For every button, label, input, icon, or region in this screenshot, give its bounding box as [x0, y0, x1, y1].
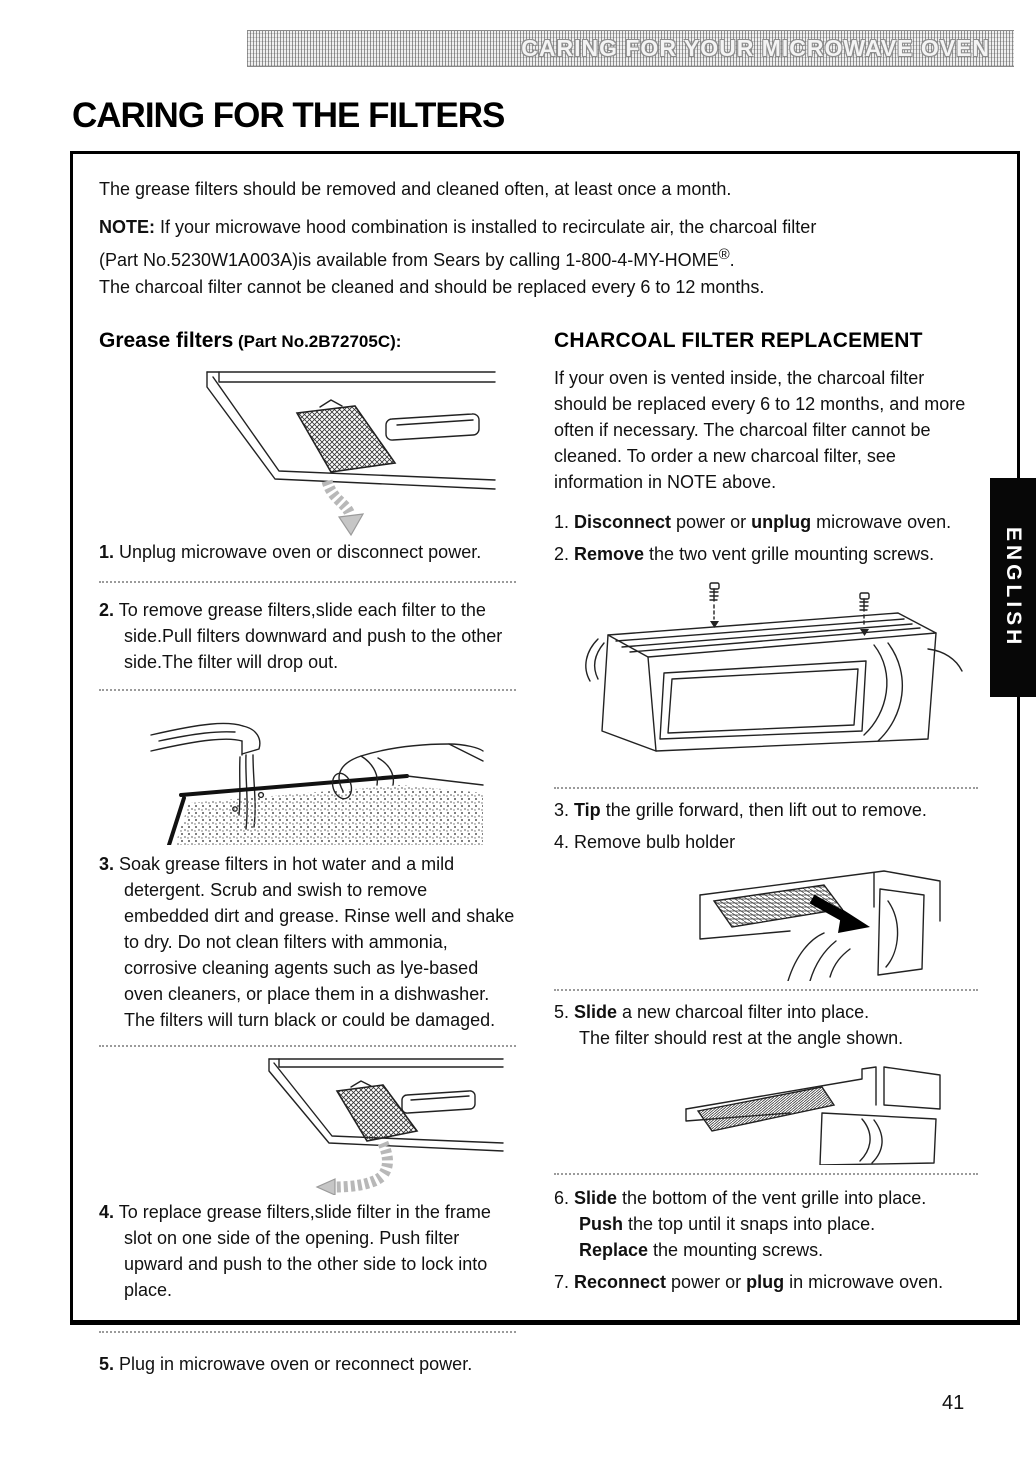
charcoal-step-6: 6. Slide the bottom of the vent grille into place. Push the top until it snaps into place. Replace the mounting screws. [554, 1188, 927, 1260]
english-tab-label: ENGLISH [1002, 526, 1025, 649]
grease-step-2: 2. To remove grease filters,slide each filter to the side.Pull filters downward and push to the other side.The filter will drop out. [99, 600, 503, 672]
charcoal-step-3: 3. Tip the grille forward, then lift out to remove. [554, 800, 927, 820]
rinse-filter-illustration [145, 699, 516, 845]
grease-filter-replace-illustration [211, 1055, 516, 1195]
grease-step-1: 1. Unplug microwave oven or disconnect power. [99, 542, 482, 562]
page-title: CARING FOR THE FILTERS [72, 96, 505, 135]
page-number: 41 [942, 1392, 965, 1414]
charcoal-filter-in-place-drawing [672, 1057, 952, 1165]
charcoal-step-4: 4. Remove bulb holder [554, 832, 736, 852]
charcoal-step-7: 7. Reconnect power or plug in microwave oven. [554, 1272, 944, 1292]
registered-mark: ® [718, 246, 730, 263]
grease-filters-column [99, 327, 516, 1381]
remove-charcoal-filter-drawing [672, 861, 952, 981]
intro-paragraph: The grease filters should be removed and cleaned often, at least once a month. [99, 179, 732, 199]
down-arrow-icon [327, 481, 363, 535]
charcoal-step-5: 5. Slide a new charcoal filter into place. The filter should rest at the angle shown. [554, 1002, 904, 1048]
language-side-tab [990, 478, 1036, 697]
dotted-divider [99, 581, 516, 583]
dotted-divider [554, 989, 978, 991]
dotted-divider [99, 1331, 516, 1333]
section-banner [247, 30, 1014, 67]
dotted-divider [554, 787, 978, 789]
charcoal-step-2: 2. Remove the two vent grille mounting screws. [554, 544, 935, 564]
elbow-arrow-icon [317, 1143, 388, 1195]
dotted-divider [554, 1173, 978, 1175]
note-label: NOTE: [99, 217, 155, 237]
vent-grille-mounting-screws-drawing [564, 579, 969, 777]
black-arrow-icon [812, 899, 870, 933]
hand-icon [788, 933, 850, 981]
charcoal-filter-angle-illustration [672, 1057, 978, 1165]
two-column-layout [99, 327, 1001, 1381]
note-paragraph: NOTE: If your microwave hood combination is installed to recirculate air, the charcoal filter (Part No.5230W1A003A)is available from Sears by calling 1-800-4-MY-HOME®. The charcoal filter cannot be cleaned and should be replaced every 6 to 12 months. [99, 217, 817, 297]
grease-part-number: (Part No.2B72705C): [233, 332, 402, 351]
charcoal-step-1: 1. Disconnect power or unplug microwave oven. [554, 512, 952, 532]
grease-step-5: 5. Plug in microwave oven or reconnect power. [99, 1354, 473, 1374]
banner-title: CARING FOR YOUR MICROWAVE OVEN [521, 35, 990, 61]
screw-icon [860, 593, 869, 636]
bulb-holder-removal-illustration [672, 861, 978, 981]
rinsing-grease-filter-drawing [145, 699, 485, 845]
charcoal-heading: CHARCOAL FILTER REPLACEMENT [554, 329, 923, 352]
charcoal-paragraph: If your oven is vented inside, the charcoal filter should be replaced every 6 to 12 months, and more often if necessary. The charcoal filter cannot be cleaned. To order a new charcoal filter, see information in NOTE above. [554, 368, 966, 492]
grease-filters-heading: Grease filters (Part No.2B72705C): [99, 329, 402, 352]
vent-grille-screws-illustration [564, 579, 978, 777]
content-box [70, 151, 1020, 1374]
screw-icon [710, 583, 719, 628]
microwave-bottom-filter-out-drawing [177, 367, 499, 537]
grease-step-3: 3. Soak grease filters in hot water and a mild detergent. Scrub and swish to remove embedded dirt and grease. Rinse well and shake to dry. Do not clean filters with ammonia, corrosive cleaning agents such as lye-based oven cleaners, or place them in a dishwasher. The filters will turn black or could be damaged. [99, 854, 515, 1030]
microwave-bottom-filter-in-drawing [211, 1055, 507, 1195]
grease-filter-removal-illustration [177, 367, 516, 537]
grease-step-4: 4. To replace grease filters,slide filter in the frame slot on one side of the opening. Push filter upward and push to the other side to lock into place. [99, 1202, 491, 1300]
faucet-icon [151, 723, 260, 755]
dotted-divider [99, 1045, 516, 1047]
charcoal-filter-column [554, 327, 978, 1381]
dotted-divider [99, 689, 516, 691]
